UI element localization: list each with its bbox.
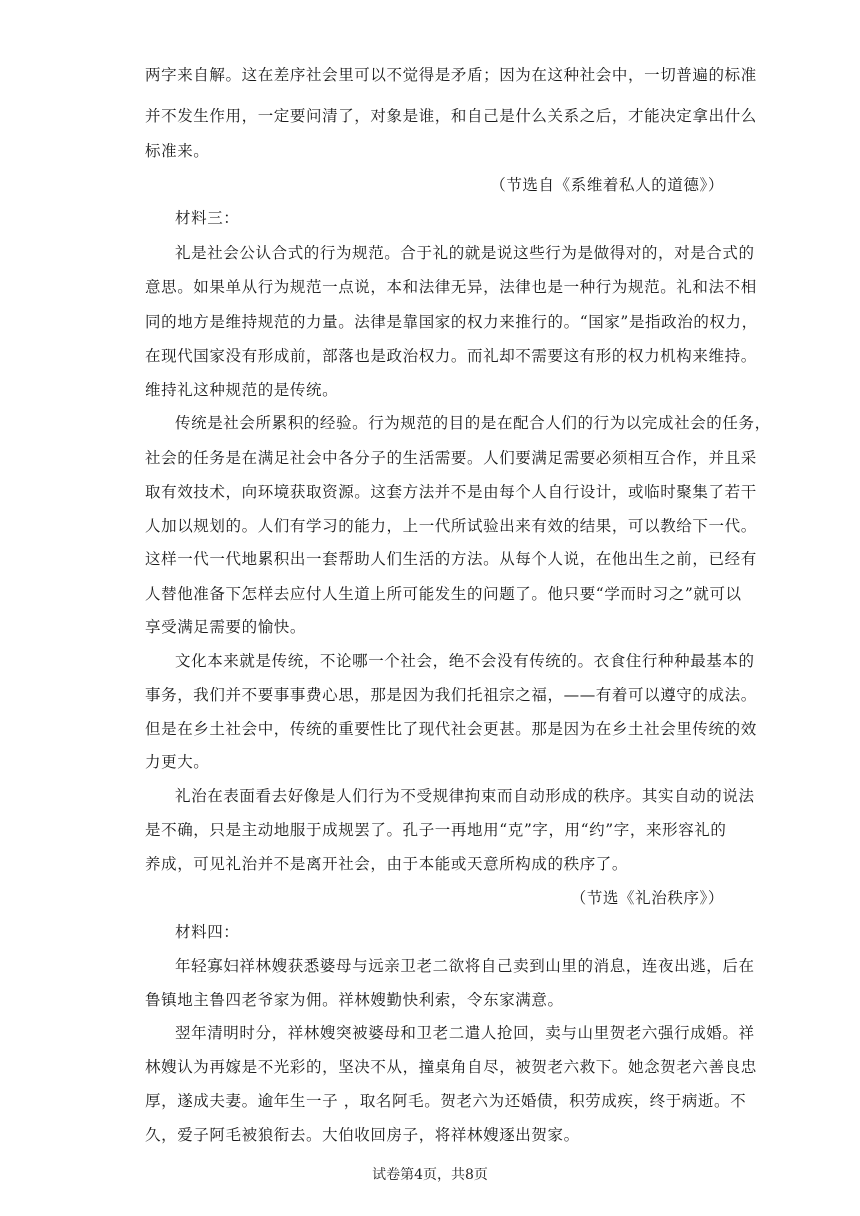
text-line: 翌年清明时分，祥林嫂突被婆母和卫老二遣人抢回，卖与山里贺老六强行成婚。祥: [175, 1024, 755, 1042]
text-line: 并不发生作用，一定要问清了，对象是谁，和自己是什么关系之后，才能决定拿出什么: [145, 107, 757, 125]
text-line: 是不确，只是主动地服于成规罢了。孔子一再地用“克”字，用“约”字，来形容礼的: [145, 821, 727, 839]
source-citation: （节选自《系维着私人的道德》）: [490, 176, 724, 194]
text-line: 传统是社会所累积的经验。行为规范的目的是在配合人们的行为以完成社会的任务，: [175, 414, 771, 432]
section-heading: 材料三：: [175, 209, 240, 227]
text-line: 享受满足需要的愉快。: [145, 618, 307, 636]
text-line: 意思。如果单从行为规范一点说，本和法律无异，法律也是一种行为规范。礼和法不相: [145, 278, 757, 296]
text-line: 文化本来就是传统，不论哪一个社会，绝不会没有传统的。衣食住行种种最基本的: [175, 652, 755, 670]
text-line: 礼是社会公认合式的行为规范。合于礼的就是说这些行为是做得对的，对是合式的: [175, 244, 755, 262]
text-line: 鲁镇地主鲁四老爷家为佣。祥林嫂勤快利索，令东家满意。: [145, 991, 564, 1009]
text-line: 事务，我们并不要事事费心思，那是因为我们托祖宗之福，——有着可以遵守的成法。: [145, 686, 757, 704]
source-citation: （节选《礼治秩序》）: [570, 889, 724, 907]
text-line: 两字来自解。这在差序社会里可以不觉得是矛盾；因为在这种社会中，一切普遍的标准: [145, 66, 757, 84]
text-line: 年轻寡妇祥林嫂获悉婆母与远亲卫老二欲将自己卖到山里的消息，连夜出逃，后在: [175, 957, 755, 975]
text-line: 礼治在表面看去好像是人们行为不受规律拘束而自动形成的秩序。其实自动的说法: [175, 787, 755, 805]
text-line: 这样一代一代地累积出一套帮助人们生活的方法。从每个人说，在他出生之前，已经有: [145, 550, 757, 568]
text-line: 养成，可见礼治并不是离开社会，由于本能或天意所构成的秩序了。: [145, 855, 629, 873]
text-line: 久，爱子阿毛被狼衔去。大伯收回房子，将祥林嫂逐出贺家。: [145, 1126, 580, 1144]
text-line: 同的地方是维持规范的力量。法律是靠国家的权力来推行的。“国家”是指政治的权力，: [145, 313, 758, 331]
text-line: 力更大。: [145, 753, 210, 771]
text-line: 但是在乡土社会中，传统的重要性比了现代社会更甚。那是因为在乡土社会里传统的效: [145, 720, 757, 738]
text-line: 在现代国家没有形成前，部落也是政治权力。而礼却不需要这有形的权力机构来维持。: [145, 347, 757, 365]
text-line: 人加以规划的。人们有学习的能力，上一代所试验出来有效的结果，可以教给下一代。: [145, 517, 757, 535]
text-line: 取有效技术，向环境获取资源。这套方法并不是由每个人自行设计，或临时聚集了若干: [145, 483, 757, 501]
text-line: 人替他准备下怎样去应付人生道上所可能发生的问题了。他只要“学而时习之”就可以: [145, 585, 742, 603]
page-footer: 试卷第4页，共8页: [372, 1167, 488, 1183]
text-line: 社会的任务是在满足社会中各分子的生活需要。人们要满足需要必须相互合作，并且采: [145, 449, 757, 467]
text-line: 标准来。: [145, 142, 210, 160]
text-line: 林嫂认为再嫁是不光彩的，坚决不从，撞桌角自尽，被贺老六救下。她念贺老六善良忠: [145, 1058, 757, 1076]
section-heading: 材料四：: [175, 923, 240, 941]
text-line: 维持礼这种规范的是传统。: [145, 381, 339, 399]
text-line: 厚，遂成夫妻。逾年生一子 ，取名阿毛。贺老六为还婚债，积劳成疾，终于病逝。不: [145, 1092, 747, 1110]
